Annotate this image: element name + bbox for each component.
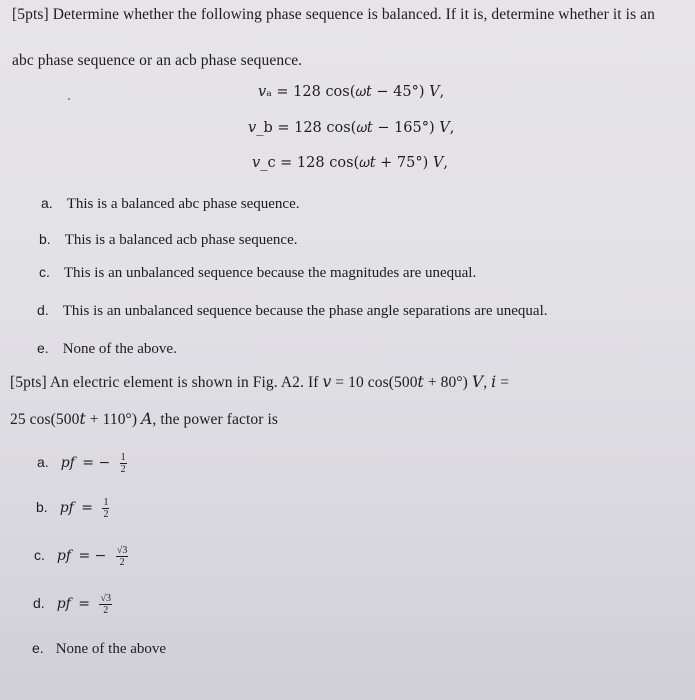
fraction — [116, 545, 129, 568]
fraction-numerator: √3 — [100, 593, 111, 604]
q1-option-a[interactable] — [41, 195, 300, 213]
q2-option-a[interactable] — [37, 452, 127, 475]
pf-symbol: pf — [56, 596, 71, 613]
option-text: This is a balanced acb phase sequence. — [64, 232, 298, 248]
fraction-denominator: 2 — [103, 605, 109, 616]
q1-equation-vb: 𝑣_b = 128 cos(𝜔𝑡 − 165°) 𝑉, — [248, 120, 455, 136]
fraction — [102, 497, 109, 520]
stray-mark — [68, 98, 70, 100]
q1-option-d[interactable] — [37, 302, 548, 320]
pf-operator: = − — [82, 455, 111, 472]
option-text: This is a balanced abc phase sequence. — [66, 196, 300, 212]
pf-symbol: pf — [60, 455, 75, 472]
q1-prompt-line1: [5pts] Determine whether the following phase sequence is balanced. If it is, determine whether it is an — [12, 6, 656, 23]
fraction — [99, 593, 112, 616]
pf-operator: = — [78, 596, 91, 613]
option-letter: c. — [39, 264, 50, 280]
option-letter: d. — [37, 302, 49, 318]
q1-equation-vc: 𝑣_c = 128 cos(𝜔𝑡 + 75°) 𝑉, — [252, 155, 448, 171]
fraction-numerator: 1 — [103, 497, 109, 508]
fraction-numerator: 1 — [120, 452, 126, 463]
option-text: This is an unbalanced sequence because the phase angle separations are unequal. — [62, 303, 548, 319]
q2-prompt-line1: [5pts] An electric element is shown in Fig. A2. If 𝑣 = 10 cos(500𝑡 + 80°) 𝑉, 𝑖 = — [10, 374, 510, 391]
q1-equation-va: 𝑣ₐ = 128 cos(𝜔𝑡 − 45°) 𝑉, — [258, 84, 445, 100]
q2-prompt-line2: 25 cos(500𝑡 + 110°) 𝐴, the power factor is — [10, 411, 278, 428]
q2-option-e[interactable] — [32, 640, 166, 658]
option-letter: e. — [32, 640, 44, 656]
option-letter: a. — [41, 195, 53, 211]
option-text: None of the above. — [62, 341, 177, 357]
q1-option-e[interactable] — [37, 340, 177, 358]
fraction-denominator: 2 — [103, 509, 109, 520]
pf-operator: = — [81, 500, 94, 517]
q1-prompt-line2: abc phase sequence or an acb phase sequence. — [12, 52, 303, 69]
q2-option-c[interactable] — [34, 545, 128, 568]
option-text: None of the above — [55, 641, 167, 657]
pf-operator: = − — [78, 548, 107, 565]
option-letter: d. — [33, 595, 45, 612]
pf-symbol: pf — [56, 548, 72, 565]
q2-option-d[interactable] — [33, 593, 112, 616]
q2-option-b[interactable] — [36, 497, 109, 520]
fraction-denominator: 2 — [119, 557, 125, 568]
fraction-numerator: √3 — [116, 545, 128, 556]
pf-symbol: pf — [59, 500, 74, 517]
fraction-denominator: 2 — [120, 464, 126, 475]
q1-option-b[interactable] — [39, 231, 298, 249]
option-letter: a. — [37, 454, 49, 471]
option-text: This is an unbalanced sequence because the magnitudes are unequal. — [63, 265, 477, 281]
option-letter: c. — [34, 547, 45, 564]
option-letter: b. — [39, 231, 51, 247]
option-letter: e. — [37, 340, 49, 356]
option-letter: b. — [36, 499, 48, 516]
q1-option-c[interactable] — [39, 264, 476, 282]
fraction — [120, 452, 127, 475]
